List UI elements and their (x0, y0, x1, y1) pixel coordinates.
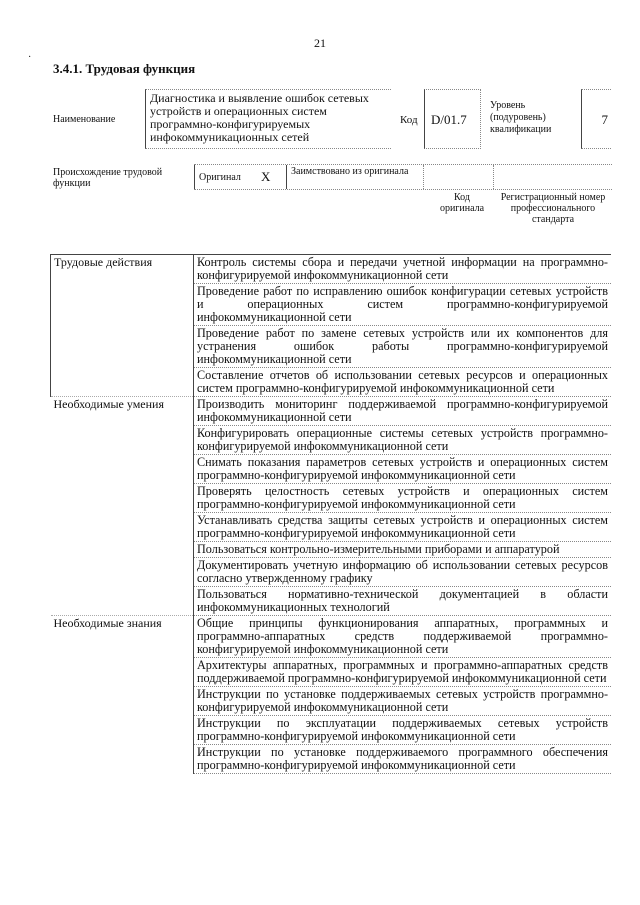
original-mark: X (261, 169, 271, 184)
list-item: Пользоваться контрольно-измерительными приборами и аппаратурой (194, 542, 612, 558)
list-item: Проведение работ по замене сетевых устройств или их компонентов для устранения ошибок работы программно-конфигурируемой инфокоммуникационной сети (194, 326, 612, 368)
code-original-cell (423, 165, 493, 189)
list-item: Устанавливать средства защиты сетевых устройств и операционных систем программно-конфигурируемой инфокоммуникационной сети (194, 513, 612, 542)
list-item: Инструкции по эксплуатации поддерживаемых сетевых устройств программно-конфигурируемой инфокоммуникационной сети (194, 716, 612, 745)
section-category: Необходимые умения (51, 397, 194, 616)
scan-mark: · (28, 52, 32, 63)
list-item: Архитектуры аппаратных, программных и программно-аппаратных средств поддерживаемой программно-конфигурируемой инфокоммуникационной сети (194, 658, 612, 687)
origin-label: Происхождение трудовой функции (53, 167, 163, 189)
reg-number-cell (493, 165, 612, 189)
page-number: 21 (314, 36, 326, 50)
section-category: Трудовые действия (51, 255, 194, 397)
code-original-label: Код оригинала (439, 192, 485, 214)
table-row (51, 616, 612, 658)
section-category: Необходимые знания (51, 616, 194, 774)
section-title: 3.4.1. Трудовая функция (53, 61, 196, 76)
list-item: Инструкции по установке поддерживаемого программного обеспечения программно-конфигурируемой инфокоммуникационной сети (194, 745, 612, 774)
original-label: Оригинал (199, 172, 241, 183)
list-item: Снимать показания параметров сетевых устройств и операционных систем программно-конфигурируемой инфокоммуникационной сети (194, 455, 612, 484)
list-item: Производить мониторинг поддерживаемой программно-конфигурируемой инфокоммуникационной сети (194, 397, 612, 426)
list-item: Документировать учетную информацию об использовании сетевых ресурсов согласно утвержденному графику (194, 558, 612, 587)
function-table (50, 254, 611, 774)
list-item: Проверять целостность сетевых устройств и операционных систем программно-конфигурируемой инфокоммуникационной сети (194, 484, 612, 513)
code-label: Код (400, 114, 418, 126)
level-label: Уровень (подуровень) квалификации (490, 100, 552, 135)
table-row (51, 255, 612, 284)
list-item: Конфигурировать операционные системы сетевых устройств программно-конфигурируемой инфокоммуникационной сети (194, 426, 612, 455)
list-item: Инструкции по установке поддерживаемых сетевых устройств программно-конфигурируемой инфокоммуникационной сети (194, 687, 612, 716)
qualification-level: 7 (581, 89, 611, 149)
table-row (51, 397, 612, 426)
original-cell (194, 165, 286, 189)
origin-row (194, 164, 612, 190)
borrowed-cell: Заимствовано из оригинала (286, 165, 423, 189)
function-code: D/01.7 (424, 89, 481, 149)
name-label: Наименование (53, 114, 116, 125)
list-item: Проведение работ по исправлению ошибок конфигурации сетевых устройств и операционных систем программно-конфигурируемой инфокоммуникационной сети (194, 284, 612, 326)
list-item: Пользоваться нормативно-технической документацией в области инфокоммуникационных технологий (194, 587, 612, 616)
list-item: Общие принципы функционирования аппаратных, программных и программно-аппаратных средств поддерживаемой программно-конфигурируемой инфокоммуникационной сети (194, 616, 612, 658)
function-name: Диагностика и выявление ошибок сетевых устройств и операционных систем программно-конфигурируемых инфокоммуникационных сетей (145, 89, 391, 149)
list-item: Контроль системы сбора и передачи учетной информации на программно-конфигурируемой инфокоммуникационной сети (194, 255, 612, 284)
reg-number-label: Регистрационный номер профессионального стандарта (500, 192, 606, 225)
list-item: Составление отчетов об использовании сетевых ресурсов и операционных систем программно-конфигурируемой инфокоммуникационной сети (194, 368, 612, 397)
